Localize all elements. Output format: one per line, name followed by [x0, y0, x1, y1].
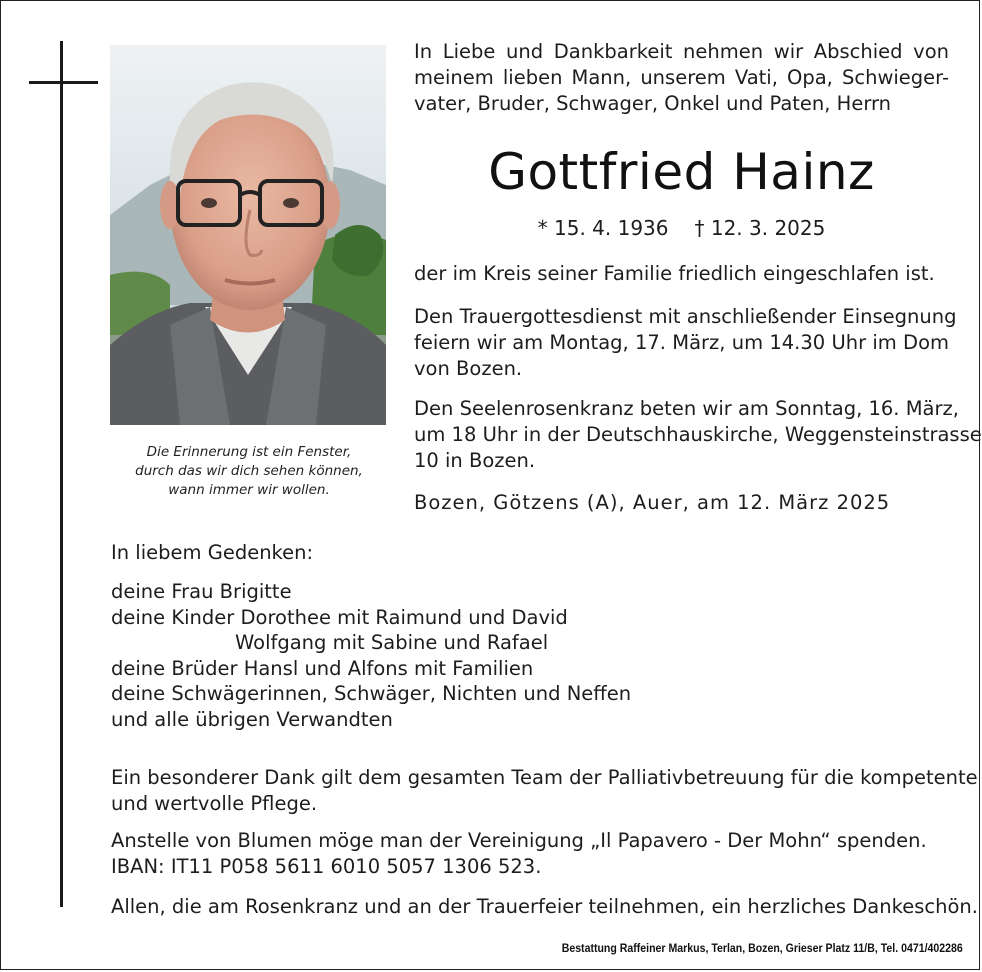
rosary-line: um 18 Uhr in der Deutschhauskirche, Weggensteinstrasse: [414, 423, 982, 446]
thanks-line: und wertvolle Pflege.: [111, 791, 318, 815]
closing-line: Allen, die am Rosenkranz und an der Trauerfeier teilnehmen, ein herzliches Dankeschön.: [111, 895, 978, 918]
iban-line: IBAN: IT11 P058 5611 6010 5057 1306 523.: [111, 854, 542, 878]
intro-text: [414, 39, 949, 117]
mourner-line: Wolfgang mit Sabine und Rafael: [235, 631, 549, 654]
death-date: † 12. 3. 2025: [694, 216, 826, 240]
portrait-photo: [110, 45, 386, 425]
funeral-line: Den Trauergottesdienst mit anschließender Einsegnung: [414, 305, 957, 328]
birth-date: * 15. 4. 1936: [537, 216, 669, 240]
quote-line: wann immer wir wollen.: [168, 482, 330, 498]
passing-text: [414, 261, 949, 287]
cross-icon: [60, 41, 63, 907]
mourners-heading-text: In liebem Gedenken:: [111, 541, 314, 564]
place-date: [414, 490, 949, 516]
rosary-line: Den Seelenrosenkranz beten wir am Sonntag, 16. März,: [414, 397, 959, 420]
mourners-heading: [111, 540, 951, 566]
mourner-line: deine Brüder Hansl und Alfons mit Familien: [111, 656, 534, 680]
funeral-line: von Bozen.: [414, 357, 523, 380]
cross-icon-crossbar: [29, 81, 98, 84]
rosary-info: [414, 396, 982, 474]
mourners-list: [111, 579, 951, 732]
donation-text: [111, 828, 951, 879]
intro-line: meinem lieben Mann, unserem Vati, Opa, Schwieger-: [414, 66, 949, 89]
mourner-line: und alle übrigen Verwandten: [111, 707, 393, 731]
mourner-line: deine Frau Brigitte: [111, 580, 292, 603]
funeral-home-footer: Bestattung Raffeiner Markus, Terlan, Bozen, Grieser Platz 11/B, Tel. 0471/402286: [561, 941, 963, 955]
intro-line: vater, Bruder, Schwager, Onkel und Paten, Herrn: [414, 92, 892, 115]
funeral-line: feiern wir am Montag, 17. März, um 14.30 Uhr im Dom: [414, 331, 949, 354]
quote-line: durch das wir dich sehen können,: [135, 463, 363, 479]
life-dates: [414, 213, 949, 243]
place-date-line: Bozen, Götzens (A), Auer, am 12. März 2025: [414, 491, 891, 514]
thanks-line: Ein besonderer Dank gilt dem gesamten Team der Palliativbetreuung für die kompetente: [111, 766, 978, 789]
mourner-line: deine Kinder Dorothee mit Raimund und David: [111, 605, 568, 629]
rosary-line: 10 in Bozen.: [414, 449, 536, 472]
closing-text: [111, 894, 978, 920]
quote-line: Die Erinnerung ist ein Fenster,: [146, 444, 352, 460]
passing-line: der im Kreis seiner Familie friedlich eingeschlafen ist.: [414, 262, 935, 285]
donation-line: Anstelle von Blumen möge man der Vereinigung „Il Papavero - Der Mohn“ spenden.: [111, 829, 927, 852]
mourner-line: deine Schwägerinnen, Schwäger, Nichten und Neffen: [111, 682, 632, 705]
intro-line: In Liebe und Dankbarkeit nehmen wir Abschied von: [414, 40, 949, 63]
deceased-name: Gottfried Hainz: [488, 143, 875, 201]
funeral-info: [414, 304, 957, 382]
thanks-text: [111, 765, 978, 816]
memorial-quote: [101, 443, 397, 500]
